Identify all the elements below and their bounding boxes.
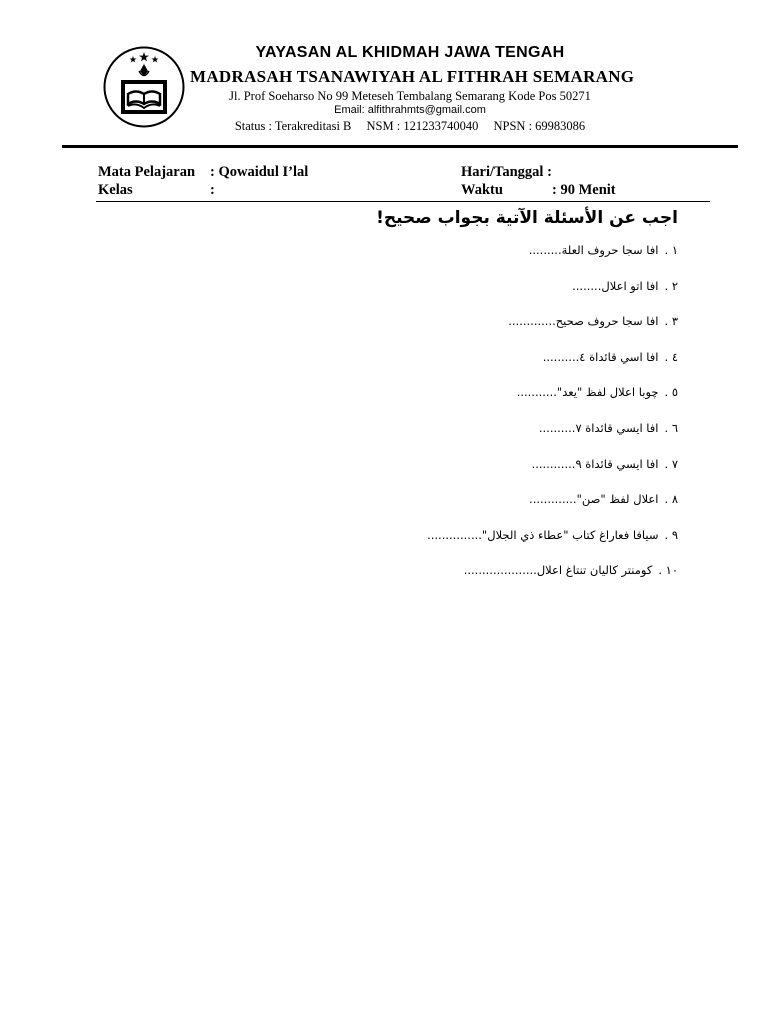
question-text: افا سجا حروف العلة......... <box>528 243 659 257</box>
time-row <box>461 182 616 199</box>
question-number: ١ . <box>664 243 678 257</box>
subject-value: : Qowaidul I’lal <box>210 164 309 180</box>
question-number: ٤ . <box>664 349 678 364</box>
question-item <box>78 240 678 276</box>
foundation-name: YAYASAN AL KHIDMAH JAWA TENGAH <box>255 44 565 61</box>
question-number: ٢ . <box>664 278 678 293</box>
date-row <box>461 164 552 181</box>
school-emblem-icon <box>103 46 185 128</box>
question-text: اعلال لفظ "صن"............. <box>529 492 659 507</box>
question-number: ٨ . <box>664 492 678 507</box>
header-divider <box>62 145 738 148</box>
question-number: ٧ . <box>664 456 678 471</box>
school-name: MADRASAH TSANAWIYAH AL FITHRAH SEMARANG <box>190 67 635 86</box>
info-divider <box>96 201 710 202</box>
instruction-heading: اجب عن الأسئلة الآتية بجواب صحيح! <box>376 208 678 228</box>
time-label: Waktu <box>461 182 503 198</box>
question-item <box>78 454 678 490</box>
npsn-text: NPSN : 69983086 <box>493 119 586 133</box>
question-text: افا اسي قائداة ٤.......... <box>542 349 659 364</box>
time-value: : 90 Menit <box>552 182 616 198</box>
question-text: چوبا اعلال لفظ "يعد"........... <box>516 385 659 400</box>
question-item <box>78 311 678 347</box>
question-item <box>78 382 678 418</box>
accreditation-line <box>190 119 630 134</box>
question-item <box>78 525 678 561</box>
question-item <box>78 276 678 312</box>
question-number: ٣ . <box>664 314 678 329</box>
question-text: افا سجا حروف صحيح............. <box>508 314 659 329</box>
question-number: ٩ . <box>664 527 678 542</box>
class-label: Kelas <box>98 182 133 198</box>
status-text: Status : Terakreditasi B <box>234 119 352 133</box>
question-number: ٥ . <box>664 385 678 400</box>
question-text: كومنتر كاليان تنتاغ اعلال.................... <box>463 563 653 578</box>
question-text: افا اتو اعلال........ <box>572 278 659 293</box>
subject-row <box>98 164 308 181</box>
question-number: ٦ . <box>664 420 678 435</box>
question-item <box>78 347 678 383</box>
school-email: Email: alfithrahmts@gmail.com <box>334 104 486 116</box>
question-text: افا ايسي قائداة ٧.......... <box>538 420 659 435</box>
nsm-text: NSM : 121233740040 <box>366 119 479 133</box>
question-item <box>78 418 678 454</box>
class-value: : <box>210 182 215 198</box>
school-address: Jl. Prof Soeharso No 99 Meteseh Tembalang Semarang Kode Pos 50271 <box>229 89 591 103</box>
question-number: ١٠ . <box>658 563 678 578</box>
question-item <box>78 560 678 596</box>
subject-label: Mata Pelajaran <box>98 164 196 180</box>
question-text: افا ايسي قائداة ٩............ <box>531 456 659 471</box>
question-text: سيافا فعاراغ كتاب "عطاء ذي الجلال"............... <box>427 527 659 542</box>
question-item <box>78 489 678 525</box>
question-list <box>78 240 678 596</box>
date-label: Hari/Tanggal : <box>461 164 552 180</box>
class-row <box>98 182 215 199</box>
